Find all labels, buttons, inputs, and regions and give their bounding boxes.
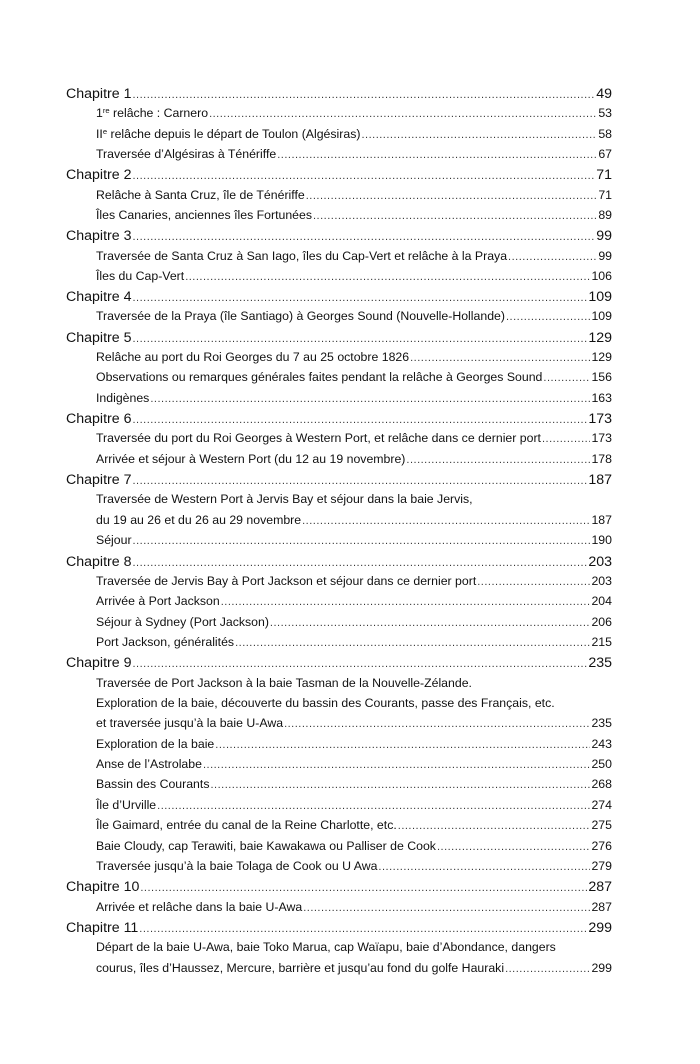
chapter-title: Chapitre 9 <box>66 655 132 672</box>
chapter-title: Chapitre 3 <box>66 228 132 245</box>
dot-leader <box>406 454 590 466</box>
dot-leader <box>221 596 591 608</box>
toc-entry-row[interactable] <box>66 370 612 390</box>
entry-title: et traversée jusqu’à la baie U-Awa <box>96 716 284 731</box>
toc-chapter-row[interactable] <box>66 86 612 106</box>
page-number: 67 <box>598 146 612 161</box>
page-number: 235 <box>588 655 612 672</box>
dot-leader <box>203 759 591 771</box>
dot-leader <box>302 515 590 527</box>
entry-title: Traversée jusqu’à la baie Tolaga de Cook ou U Awa <box>96 859 378 874</box>
dot-leader <box>270 617 591 629</box>
toc-entry-row[interactable] <box>66 106 612 126</box>
toc-entry-row[interactable] <box>66 757 612 777</box>
entry-title: Port Jackson, généralités <box>96 634 235 649</box>
dot-leader <box>543 372 590 384</box>
chapter-title: Chapitre 7 <box>66 472 132 489</box>
dot-leader <box>133 535 591 547</box>
page-number: 99 <box>596 228 612 245</box>
page-number: 187 <box>588 472 612 489</box>
chapter-title: Chapitre 4 <box>66 289 132 306</box>
chapter-title: Chapitre 6 <box>66 411 132 428</box>
entry-title: Départ de la baie U-Awa, baie Toko Marua, cap Waïapu, baie d’Abondance, dangers <box>96 940 556 955</box>
toc-entry-row[interactable] <box>66 391 612 411</box>
dot-leader <box>157 800 590 812</box>
toc-entry-row[interactable] <box>66 818 612 838</box>
entry-title <box>96 127 360 141</box>
page-number: 106 <box>591 268 612 283</box>
dot-leader <box>313 210 597 222</box>
page-number: 129 <box>588 329 612 346</box>
entry-title: Traversée de Santa Cruz à San Iago, îles du Cap-Vert et relâche à la Praya <box>96 248 508 263</box>
dot-leader <box>306 190 598 202</box>
chapter-title: Chapitre 11 <box>66 919 139 936</box>
toc-entry-row[interactable] <box>66 188 612 208</box>
dot-leader <box>277 149 597 161</box>
entry-title: Indigènes <box>96 390 150 405</box>
toc-entry-row[interactable] <box>66 839 612 859</box>
toc-entry-row[interactable] <box>66 635 612 655</box>
entry-title: Arrivée et séjour à Western Port (du 12 au 19 novembre) <box>96 451 406 466</box>
page-number: 53 <box>598 106 612 121</box>
page-number: 299 <box>588 919 612 936</box>
entry-number: II <box>96 126 103 141</box>
toc-chapter-row[interactable] <box>66 330 612 350</box>
toc-entry-row[interactable] <box>66 452 612 472</box>
toc-chapter-row[interactable] <box>66 228 612 248</box>
toc-chapter-row[interactable] <box>66 879 612 899</box>
entry-title: Traversée de Jervis Bay à Port Jackson et séjour dans ce dernier port <box>96 573 477 588</box>
page-number: 206 <box>591 614 612 629</box>
chapter-title: Chapitre 10 <box>66 879 140 896</box>
entry-title: Relâche à Santa Cruz, île de Ténériffe <box>96 187 305 202</box>
toc-entry-row[interactable] <box>66 208 612 228</box>
dot-leader <box>185 271 590 283</box>
page-number: 109 <box>588 289 612 306</box>
toc-entry-row[interactable] <box>66 127 612 147</box>
page-number: 287 <box>591 899 612 914</box>
dot-leader <box>209 108 597 120</box>
page-number: 250 <box>591 757 612 772</box>
toc-entry-row[interactable] <box>66 940 612 960</box>
toc-entry-row[interactable] <box>66 147 612 167</box>
dot-leader <box>132 658 587 670</box>
entry-title: Traversée d’Algésiras à Ténériffe <box>96 146 277 161</box>
dot-leader <box>398 820 591 832</box>
page-number: 274 <box>591 797 612 812</box>
dot-leader <box>215 739 590 751</box>
dot-leader <box>132 557 587 569</box>
dot-leader <box>303 902 590 914</box>
entry-title: Séjour à Sydney (Port Jackson) <box>96 614 269 629</box>
chapter-title: Chapitre 5 <box>66 329 132 346</box>
toc-chapter-row[interactable] <box>66 411 612 431</box>
page-number: 109 <box>591 309 612 324</box>
toc-entry-row[interactable] <box>66 431 612 451</box>
entry-number: 1 <box>96 106 103 121</box>
toc-entry-row[interactable] <box>66 594 612 614</box>
toc-chapter-row[interactable] <box>66 472 612 492</box>
page-number: 279 <box>591 859 612 874</box>
entry-title: Traversée de la Praya (île Santiago) à Georges Sound (Nouvelle-Hollande) <box>96 309 505 324</box>
entry-title: Îles du Cap-Vert <box>96 268 185 283</box>
dot-leader <box>542 433 591 445</box>
page-number: 235 <box>591 716 612 731</box>
toc-entry-row[interactable] <box>66 798 612 818</box>
toc-entry-row[interactable] <box>66 859 612 879</box>
toc-entry-row[interactable] <box>66 533 612 553</box>
toc-entry-row[interactable] <box>66 737 612 757</box>
ordinal-superscript: e <box>102 126 108 136</box>
entry-title: Île d’Urville <box>96 797 157 812</box>
page-number: 71 <box>596 167 612 184</box>
dot-leader <box>235 637 590 649</box>
dot-leader <box>210 779 590 791</box>
page-number: 187 <box>591 512 612 527</box>
page-number: 99 <box>598 248 612 263</box>
dot-leader <box>284 718 590 730</box>
entry-title: Arrivée à Port Jackson <box>96 594 220 609</box>
toc-entry-row[interactable] <box>66 350 612 370</box>
page-number: 173 <box>588 411 612 428</box>
toc-entry-row[interactable] <box>66 777 612 797</box>
entry-title: Exploration de la baie <box>96 736 215 751</box>
dot-leader <box>132 170 595 182</box>
dot-leader <box>378 861 590 873</box>
page-number: 287 <box>588 879 612 896</box>
page-number: 156 <box>591 370 612 385</box>
toc-chapter-row[interactable] <box>66 920 612 940</box>
page-number: 215 <box>591 634 612 649</box>
toc-entry-row[interactable] <box>66 492 612 512</box>
dot-leader <box>505 963 590 975</box>
entry-title: Anse de l’Astrolabe <box>96 757 202 772</box>
dot-leader <box>132 231 595 243</box>
toc-entry-row[interactable] <box>66 615 612 635</box>
chapter-title: Chapitre 2 <box>66 167 132 184</box>
chapter-title: Chapitre 1 <box>66 86 132 102</box>
page-number: 173 <box>591 431 612 446</box>
page-number: 163 <box>591 390 612 405</box>
toc-entry-row[interactable] <box>66 716 612 736</box>
dot-leader <box>139 923 587 935</box>
entry-title: courus, îles d’Haussez, Mercure, barrière et jusqu’au fond du golfe Hauraki <box>96 960 505 975</box>
toc-chapter-row[interactable] <box>66 554 612 574</box>
page-number: 89 <box>598 207 612 222</box>
dot-leader <box>132 89 595 101</box>
toc-entry-row[interactable] <box>66 513 612 533</box>
ordinal-superscript: re <box>102 106 110 115</box>
page-number: 204 <box>591 594 612 609</box>
toc-entry-row[interactable] <box>66 309 612 329</box>
chapter-title: Chapitre 8 <box>66 553 132 570</box>
page-number: 71 <box>598 187 612 202</box>
dot-leader <box>508 251 597 263</box>
entry-title: Îles Canaries, anciennes îles Fortunées <box>96 207 312 222</box>
page-number: 58 <box>598 126 612 141</box>
toc-entry-row[interactable] <box>66 676 612 696</box>
page-number: 268 <box>591 777 612 792</box>
toc-entry-row[interactable] <box>66 900 612 920</box>
entry-title: du 19 au 26 et du 26 au 29 novembre <box>96 512 302 527</box>
entry-title: Bassin des Courants <box>96 777 210 792</box>
entry-title: Exploration de la baie, découverte du bassin des Courants, passe des Français, etc. <box>96 695 555 710</box>
dot-leader <box>132 292 587 304</box>
toc-chapter-row[interactable] <box>66 167 612 187</box>
entry-title: Traversée de Port Jackson à la baie Tasman de la Nouvelle-Zélande. <box>96 675 472 690</box>
dot-leader <box>132 414 587 426</box>
entry-title: Relâche au port du Roi Georges du 7 au 25 octobre 1826 <box>96 350 410 365</box>
entry-title: Baie Cloudy, cap Terawiti, baie Kawakawa ou Palliser de Cook <box>96 838 436 853</box>
entry-title: Arrivée et relâche dans la baie U-Awa <box>96 899 303 914</box>
page-number: 299 <box>591 960 612 975</box>
toc-entry-row[interactable] <box>66 574 612 594</box>
page-number: 129 <box>591 350 612 365</box>
dot-leader <box>437 841 591 853</box>
entry-title: Île Gaimard, entrée du canal de la Reine Charlotte, etc. <box>96 818 397 833</box>
dot-leader <box>132 475 587 487</box>
entry-title: Traversée de Western Port à Jervis Bay et séjour dans la baie Jervis, <box>96 492 473 507</box>
dot-leader <box>477 576 590 588</box>
page-number: 178 <box>591 451 612 466</box>
toc-chapter-row[interactable] <box>66 655 612 675</box>
page-number: 275 <box>591 818 612 833</box>
toc-entry-row[interactable] <box>66 696 612 716</box>
dot-leader <box>506 311 590 323</box>
table-of-contents <box>66 86 612 981</box>
toc-entry-row[interactable] <box>66 249 612 269</box>
entry-title: Observations ou remarques générales faites pendant la relâche à Georges Sound <box>96 370 543 385</box>
page-number: 203 <box>591 573 612 588</box>
page-number: 203 <box>588 553 612 570</box>
page-number: 190 <box>591 533 612 548</box>
dot-leader <box>140 882 587 894</box>
dot-leader <box>361 129 597 141</box>
page-number: 49 <box>596 86 612 102</box>
toc-chapter-row[interactable] <box>66 289 612 309</box>
dot-leader <box>132 333 587 345</box>
entry-title: Traversée du port du Roi Georges à Western Port, et relâche dans ce dernier port <box>96 431 541 446</box>
entry-text: relâche : Carnero <box>109 106 209 121</box>
entry-text: relâche depuis le départ de Toulon (Algésiras) <box>107 126 361 141</box>
dot-leader <box>410 352 590 364</box>
entry-title <box>96 106 208 120</box>
page-number: 276 <box>591 838 612 853</box>
toc-entry-row[interactable] <box>66 269 612 289</box>
toc-entry-row[interactable] <box>66 961 612 981</box>
page-number: 243 <box>591 736 612 751</box>
dot-leader <box>150 393 590 405</box>
entry-title: Séjour <box>96 533 132 548</box>
